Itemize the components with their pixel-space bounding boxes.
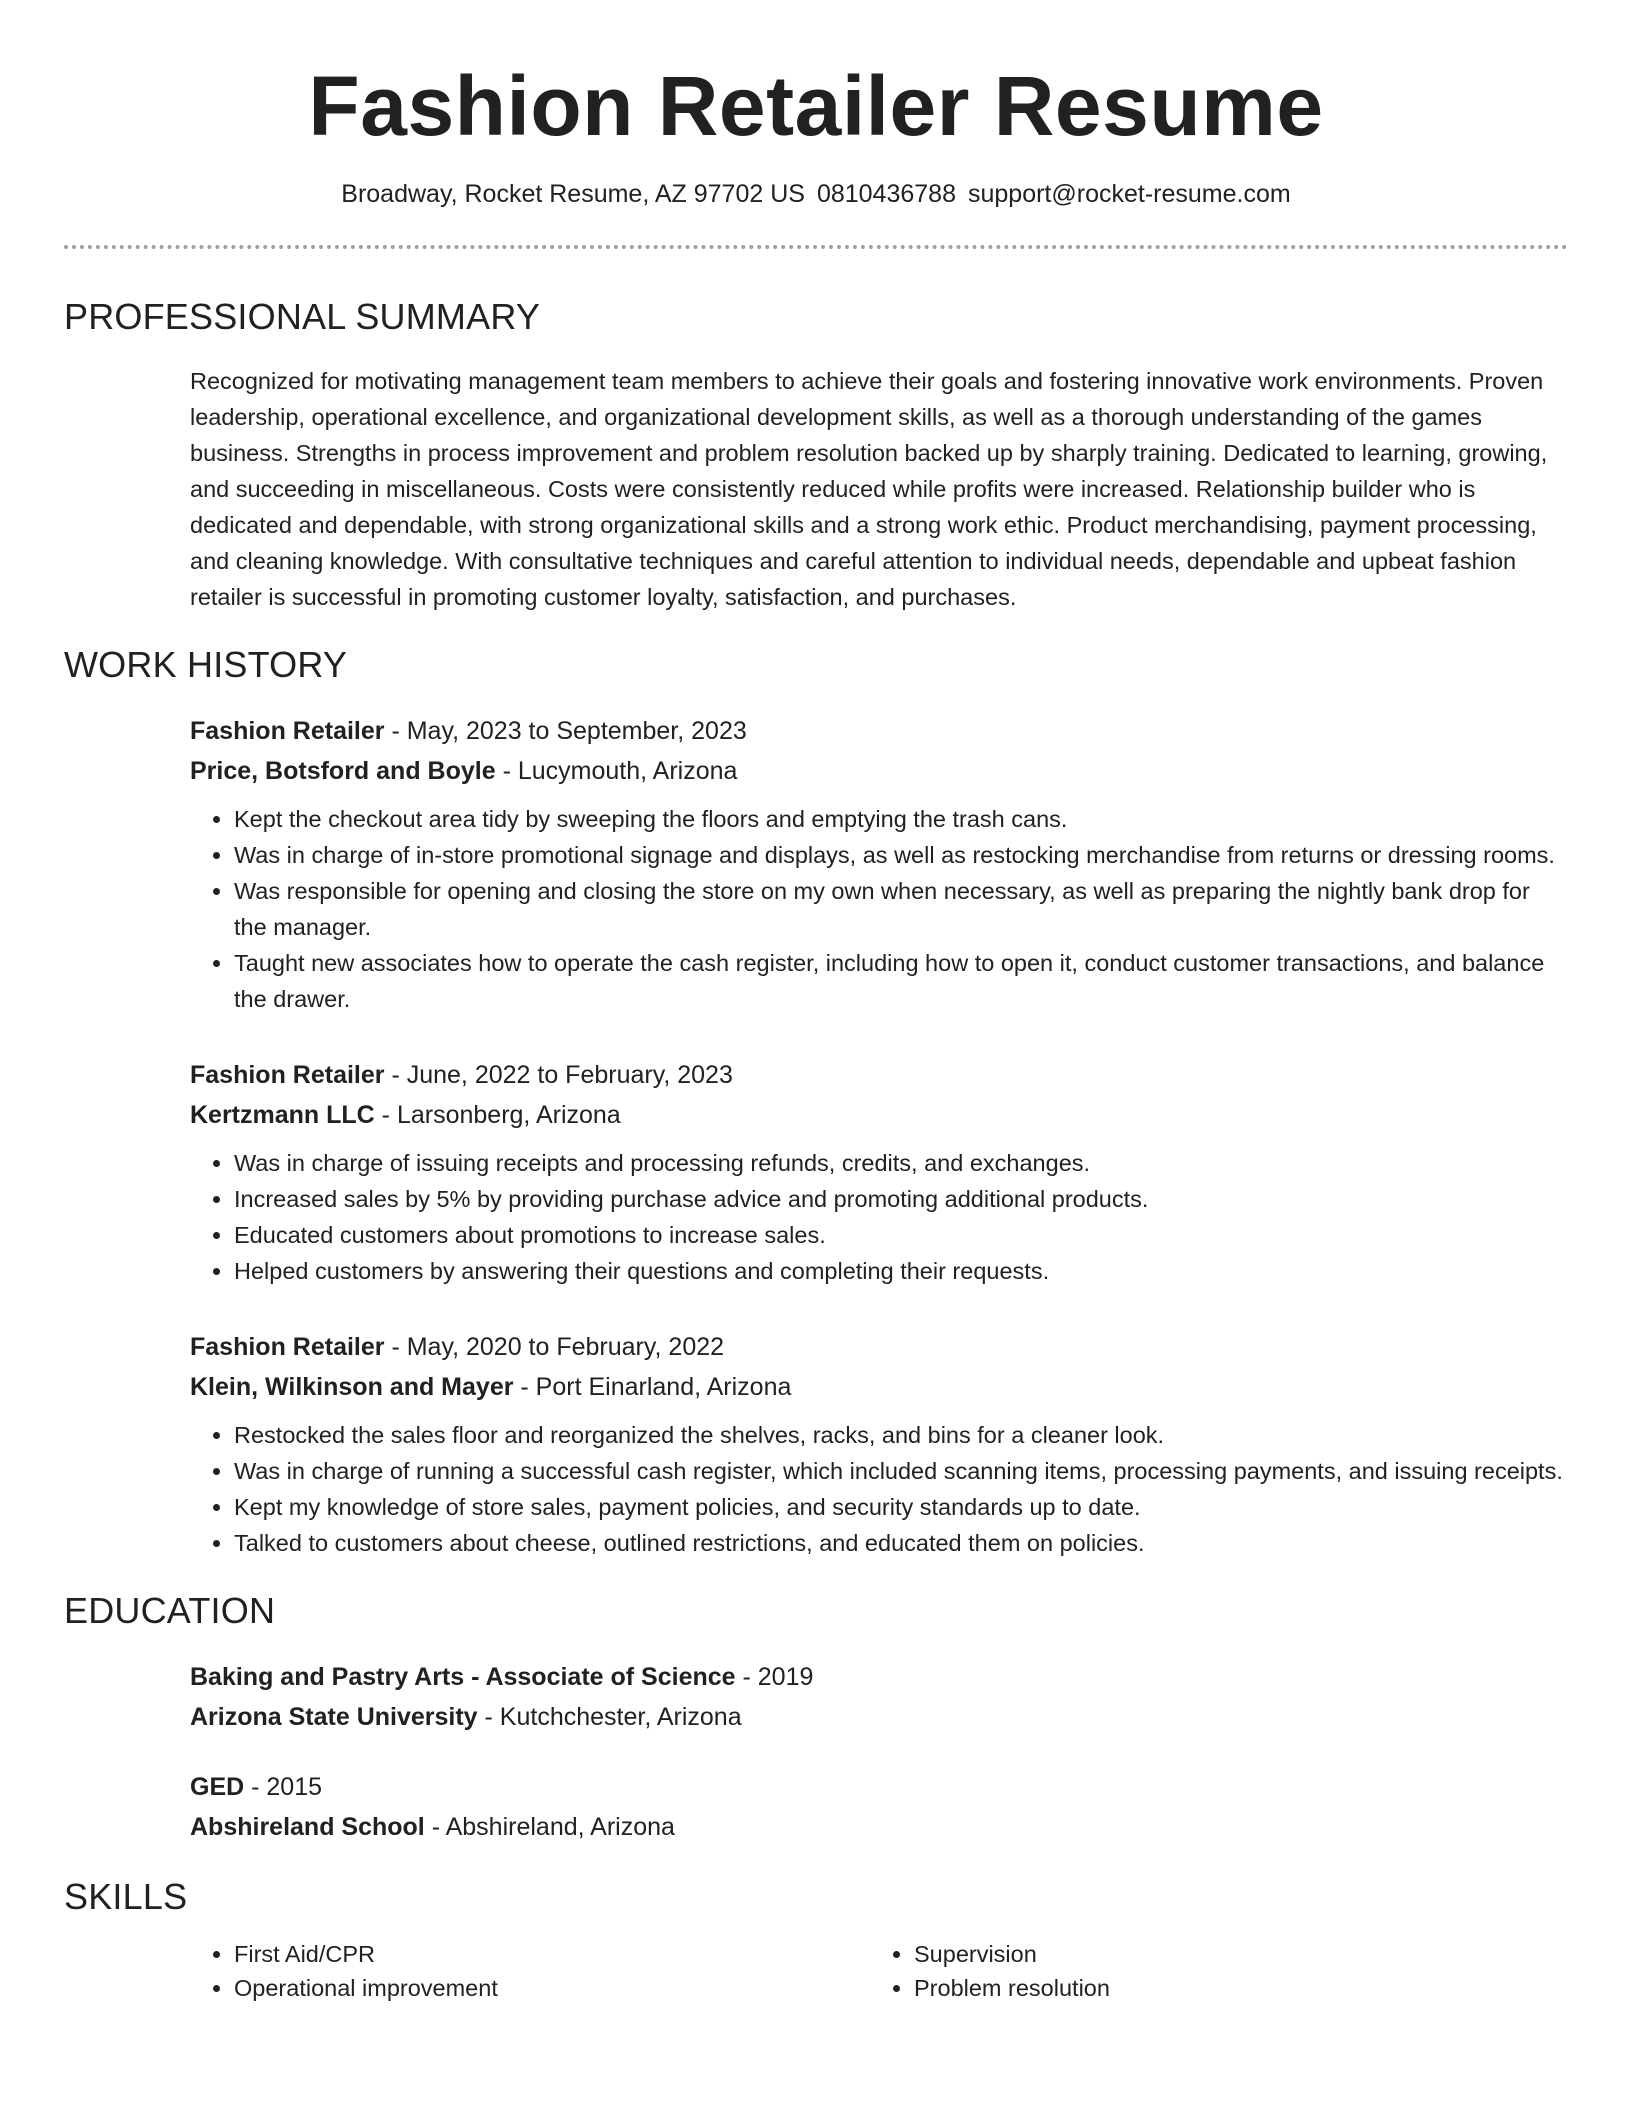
job-dates: - May, 2023 to September, 2023 — [384, 717, 747, 745]
education-heading: EDUCATION — [64, 1590, 276, 1631]
job-duties — [190, 1417, 1568, 1561]
job-company: Price, Botsford and Boyle — [190, 757, 496, 785]
job-title: Fashion Retailer — [190, 1061, 385, 1089]
list-item: • Helped customers by answering their questions and completing their requests. — [234, 1253, 1568, 1289]
degree: GED — [190, 1773, 245, 1801]
job-title: Fashion Retailer — [190, 717, 385, 745]
job-dates: - May, 2020 to February, 2022 — [384, 1333, 725, 1361]
list-item: • Kept my knowledge of store sales, payment policies, and security standards up to date. — [234, 1489, 1568, 1525]
school: Abshireland School — [190, 1813, 425, 1841]
skills-grid — [190, 1937, 1568, 2005]
list-item: • Was in charge of in-store promotional signage and displays, as well as restocking merchandise from returns or dressing rooms. — [234, 837, 1568, 873]
summary-heading: PROFESSIONAL SUMMARY — [64, 296, 541, 337]
contact-email: support@rocket-resume.com — [967, 180, 1291, 208]
list-item: • Was in charge of running a successful cash register, which included scanning items, processing payments, and issuing receipts. — [234, 1453, 1568, 1489]
skills-column-left — [190, 1937, 870, 2005]
job-title-line — [190, 1055, 1568, 1095]
education-section — [64, 1657, 1568, 1847]
summary-text: Recognized for motivating management team members to achieve their goals and fostering innovative work environments. Proven leadership, operational excellence, and organizational development skills, as well as a thorough understanding of the games business. Strengths in process improvement and problem resolution backed up by sharply training. Dedicated to learning, growing, and succeeding in miscellaneous. Costs were consistently reduced while profits were increased. Relationship builder who is dedicated and dependable, with strong organizational skills and a strong work ethic. Product merchandising, payment processing, and cleaning knowledge. With consultative techniques and careful attention to individual needs, dependable and upbeat fashion retailer is successful in promoting customer loyalty, satisfaction, and purchases. — [190, 368, 1548, 610]
work-history-section — [64, 711, 1568, 1561]
school-location: - Abshireland, Arizona — [424, 1813, 675, 1841]
job-title: Fashion Retailer — [190, 1333, 385, 1361]
skill-item: • Operational improvement — [234, 1971, 870, 2005]
list-item: • Was in charge of issuing receipts and processing refunds, credits, and exchanges. — [234, 1145, 1568, 1181]
school-line — [190, 1807, 1568, 1847]
header-divider — [64, 245, 1568, 249]
school-location: - Kutchchester, Arizona — [477, 1703, 742, 1731]
list-item: • Increased sales by 5% by providing purchase advice and promoting additional products. — [234, 1181, 1568, 1217]
work-history-heading: WORK HISTORY — [64, 644, 348, 685]
job-entry — [190, 1327, 1568, 1561]
skill-item: • Problem resolution — [914, 1971, 1550, 2005]
degree: Baking and Pastry Arts - Associate of Science — [190, 1663, 736, 1691]
list-item: • Restocked the sales floor and reorganized the shelves, racks, and bins for a cleaner look. — [234, 1417, 1568, 1453]
skills-heading: SKILLS — [64, 1876, 188, 1917]
job-entry — [190, 1055, 1568, 1289]
skills-column-right — [870, 1937, 1550, 2005]
contact-line — [64, 178, 1568, 210]
resume-title: Fashion Retailer Resume — [308, 59, 1324, 153]
list-item: • Taught new associates how to operate the cash register, including how to open it, conduct customer transactions, and balance the drawer. — [234, 945, 1568, 1017]
summary-section — [64, 363, 1568, 615]
job-location: - Larsonberg, Arizona — [374, 1101, 621, 1129]
contact-address: Broadway, Rocket Resume, AZ 97702 US — [341, 180, 805, 208]
job-company-line — [190, 1367, 1568, 1407]
list-item: • Kept the checkout area tidy by sweeping the floors and emptying the trash cans. — [234, 801, 1568, 837]
list-item: • Was responsible for opening and closing the store on my own when necessary, as well as preparing the nightly bank drop for the manager. — [234, 873, 1568, 945]
job-duties — [190, 801, 1568, 1017]
degree-line — [190, 1657, 1568, 1697]
resume-page — [64, 0, 1568, 2005]
skill-item: • Supervision — [914, 1937, 1550, 1971]
skills-section — [64, 1937, 1568, 2005]
graduation-year: - 2015 — [244, 1773, 323, 1801]
job-title-line — [190, 711, 1568, 751]
job-location: - Lucymouth, Arizona — [495, 757, 738, 785]
job-company-line — [190, 1095, 1568, 1135]
school-line — [190, 1697, 1568, 1737]
list-item: • Talked to customers about cheese, outlined restrictions, and educated them on policies. — [234, 1525, 1568, 1561]
job-duties — [190, 1145, 1568, 1289]
list-item: • Educated customers about promotions to increase sales. — [234, 1217, 1568, 1253]
job-title-line — [190, 1327, 1568, 1367]
graduation-year: - 2019 — [735, 1663, 814, 1691]
job-company: Kertzmann LLC — [190, 1101, 375, 1129]
degree-line — [190, 1767, 1568, 1807]
school: Arizona State University — [190, 1703, 478, 1731]
job-company-line — [190, 751, 1568, 791]
job-entry — [190, 711, 1568, 1017]
contact-phone: 0810436788 — [816, 180, 956, 208]
education-entry — [190, 1767, 1568, 1847]
job-dates: - June, 2022 to February, 2023 — [384, 1061, 733, 1089]
job-location: - Port Einarland, Arizona — [513, 1373, 792, 1401]
skill-item: • First Aid/CPR — [234, 1937, 870, 1971]
job-company: Klein, Wilkinson and Mayer — [190, 1373, 514, 1401]
education-entry — [190, 1657, 1568, 1737]
